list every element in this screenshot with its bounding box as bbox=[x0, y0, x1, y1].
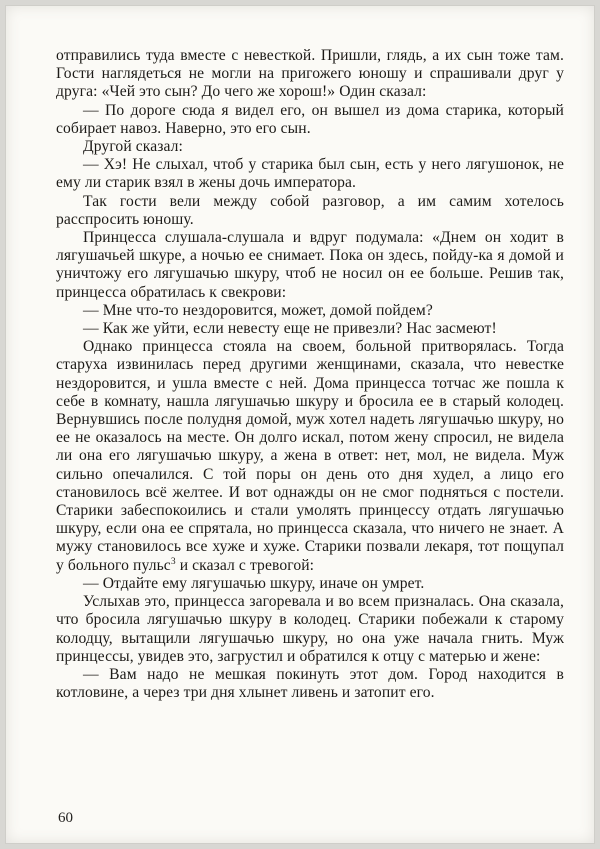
paragraph-dialogue: — По дороге сюда я видел его, он вышел из дома старика, который собирает навоз. Наверно, это его сын. bbox=[56, 101, 564, 137]
paragraph-with-footnote bbox=[56, 338, 564, 575]
paragraph-dialogue: — Мне что-то нездоровится, может, домой пойдем? bbox=[83, 301, 433, 319]
page-number: 60 bbox=[58, 810, 73, 826]
paragraph-dialogue: — Отдайте ему лягушачью шкуру, иначе он умрет. bbox=[83, 574, 425, 592]
paragraph-text: Однако принцесса стояла на своем, больной притворялась. Тогда старуха извинилась перед другими женщинами, сказала, что невестке нездоровится, и ушла вместе с ней. Дома принцесса тотчас же пошла к себе в комнату, нашла лягушачью шкуру и бросила ее в старый колодец. Вернувшись после полудня домой, муж хотел надеть лягушачью шкуру, но ее не оказалось на месте. Он долго искал, потом жену спросил, не видела ли она его лягушачью шкуру, а жена в ответ: нет, мол, не видела. Муж сильно опечалился. С той поры он день ото дня худел, а лицо его становилось всё желтее. И вот однажды он не смог подняться с постели. Старики забеспокоились и стали умолять принцессу отдать лягушачью шкуру, если она ее спрятала, но принцесса сказала, что ничего не знает. А мужу становилось все хуже и хуже. Старики позвали лекаря, тот пощупал у больного пульс bbox=[56, 338, 564, 574]
paragraph-dialogue: — Хэ! Не слыхал, чтоб у старика был сын, есть у него лягушонок, не ему ли старик взял в жены дочь императора. bbox=[56, 156, 564, 192]
paragraph-dialogue: — Как же уйти, если невесту еще не привезли? Нас засмеют! bbox=[83, 320, 497, 338]
book-page bbox=[5, 5, 595, 844]
text-block bbox=[56, 47, 564, 702]
paragraph: Принцесса слушала-слушала и вдруг подумала: «Днем он ходит в лягушачьей шкуре, а ночью ее снимает. Пока он здесь, пойду-ка я домой и уничтожу его лягушачью шкуру, чтоб не носил он ее больше. Решив так, принцесса обратилась к свекрови: bbox=[56, 229, 564, 301]
paragraph: Так гости вели между собой разговор, а им самим хотелось расспросить юношу. bbox=[56, 192, 564, 228]
paragraph-dialogue: — Вам надо не мешкая покинуть этот дом. Город находится в котловине, а через три дня хлынет ливень и затопит его. bbox=[56, 665, 564, 702]
paragraph: Услыхав это, принцесса загоревала и во всем призналась. Она сказала, что бросила лягушачью шкуру в колодец. Старики побежали к старому колодцу, вытащили лягушачью шкуру, но она уже начала гнить. Муж принцессы, увидев это, загрустил и обратился к отцу с матерью и жене: bbox=[56, 593, 564, 665]
paragraph-text: и сказал с тревогой: bbox=[175, 556, 315, 574]
paragraph: Другой сказал: bbox=[83, 138, 183, 156]
paragraph-continuation: отправились туда вместе с невесткой. Пришли, глядь, а их сын тоже там. Гости наглядеться не могли на пригожего юношу и спрашивали друг у друга: «Чей это сын? До чего же хорош!» Один сказал: bbox=[56, 47, 564, 101]
footnote-reference: 3 bbox=[170, 556, 176, 567]
